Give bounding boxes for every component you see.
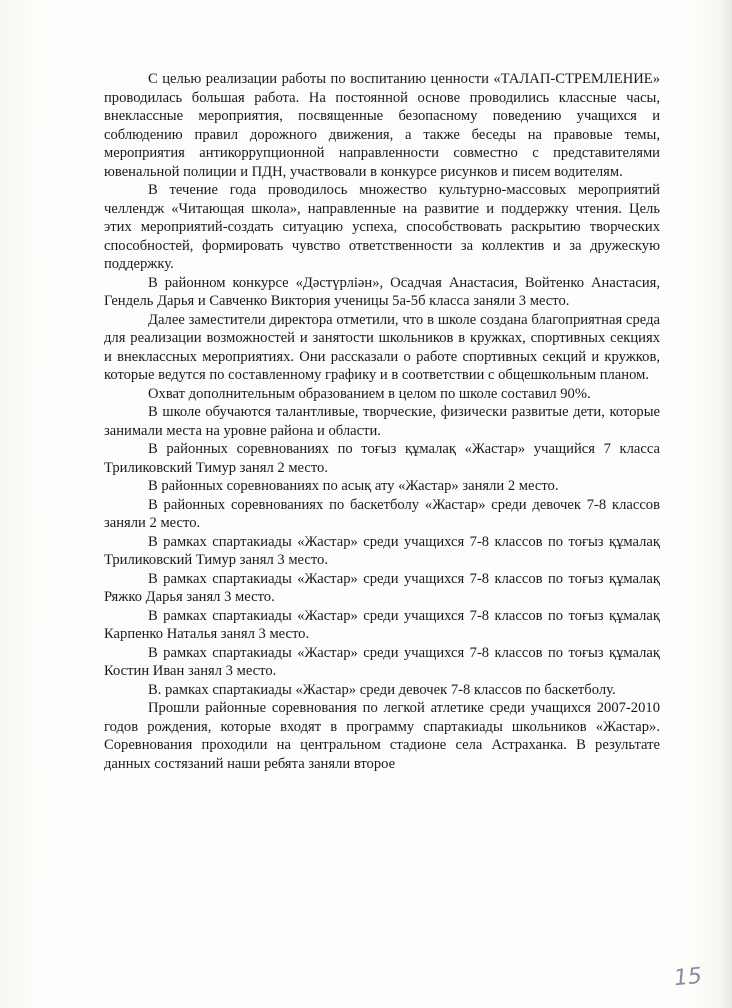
paragraph-spartakiada-trilikovsky: В рамках спартакиады «Жастар» среди учащихся 7-8 классов по тоғыз құмалақ Триликовский Тимур занял 3 место.	[104, 533, 660, 568]
paragraph-togyz-district: В районных соревнованиях по тоғыз құмалақ «Жастар» учащийся 7 класса Триликовский Тимур занял 2 место.	[104, 441, 660, 476]
paragraph-spartakiada-basketball: В. рамках спартакиады «Жастар» среди девочек 7-8 классов по баскетболу.	[148, 681, 616, 698]
paragraph-talented-children: В школе обучаются талантливые, творческие, физически развитые дети, которые занимали места на уровне района и области.	[104, 404, 660, 439]
paragraph-spartakiada-kostin: В рамках спартакиады «Жастар» среди учащихся 7-8 классов по тоғыз құмалақ Костин Иван занял 3 место.	[104, 644, 660, 679]
paragraph-spartakiada-karpenko: В рамках спартакиады «Жастар» среди учащихся 7-8 классов по тоғыз құмалақ Карпенко Наталья занял 3 место.	[104, 607, 660, 642]
page-number: 15	[672, 963, 704, 992]
paragraph-athletics: Прошли районные соревнования по легкой атлетике среди учащихся 2007-2010 годов рождения, которые входят в программу спартакиады школьников «Жастар». Соревнования проходили на центральном стадионе села Астраханка. В результате данных состязаний наши ребята заняли второе	[104, 700, 660, 772]
paragraph-asyk-atu: В районных соревнованиях по асық ату «Жастар» заняли 2 место.	[148, 478, 559, 494]
paragraph-reading-challenge: В течение года проводилось множество культурно-массовых мероприятий челлендж «Читающая школа», направленные на развитие и поддержку чтения. Цель этих мероприятий-создать ситуацию успеха, способствовать раскрытию творческих способностей, формировать чувство ответственности за коллектив и за дружескую поддержку.	[104, 182, 660, 272]
paragraph-extracurricular: Далее заместители директора отметили, что в школе создана благоприятная среда для реализации возможностей и занятости школьников в кружках, спортивных секциях и внеклассных мероприятиях. Они рассказали о работе спортивных секций и кружков, которые ведутся по составленному графику и в соответствии с общешкольным планом.	[104, 311, 660, 383]
paragraph-spartakiada-ryazhko: В рамках спартакиады «Жастар» среди учащихся 7-8 классов по тоғыз құмалақ Ряжко Дарья занял 3 место.	[104, 570, 660, 605]
paragraph-basketball-district: В районных соревнованиях по баскетболу «Жастар» среди девочек 7-8 классов заняли 2 место.	[104, 496, 660, 531]
paragraph-song-contest: В районном конкурсе «Дәстүрліән», Осадчая Анастасия, Войтенко Анастасия, Гендель Дарья и Савченко Виктория ученицы 5а-5б класса заняли 3 место.	[104, 274, 660, 309]
document-body	[104, 70, 660, 773]
paragraph-talap: С целью реализации работы по воспитанию ценности «ТАЛАП-СТРЕМЛЕНИЕ» проводилась большая работа. На постоянной основе проводились классные часы, внеклассные мероприятия, посвященные безопасному поведению учащихся и соблюдению правил дорожного движения, а также беседы на правовые темы, мероприятия антикоррупционной направленности совместно с представителями ювенальной полиции и ПДН, участвовали в конкурсе рисунков и писем водителям.	[104, 71, 660, 180]
paragraph-coverage: Охват дополнительным образованием в целом по школе составил 90%.	[148, 385, 591, 402]
scan-edge-shadow	[722, 0, 732, 1008]
